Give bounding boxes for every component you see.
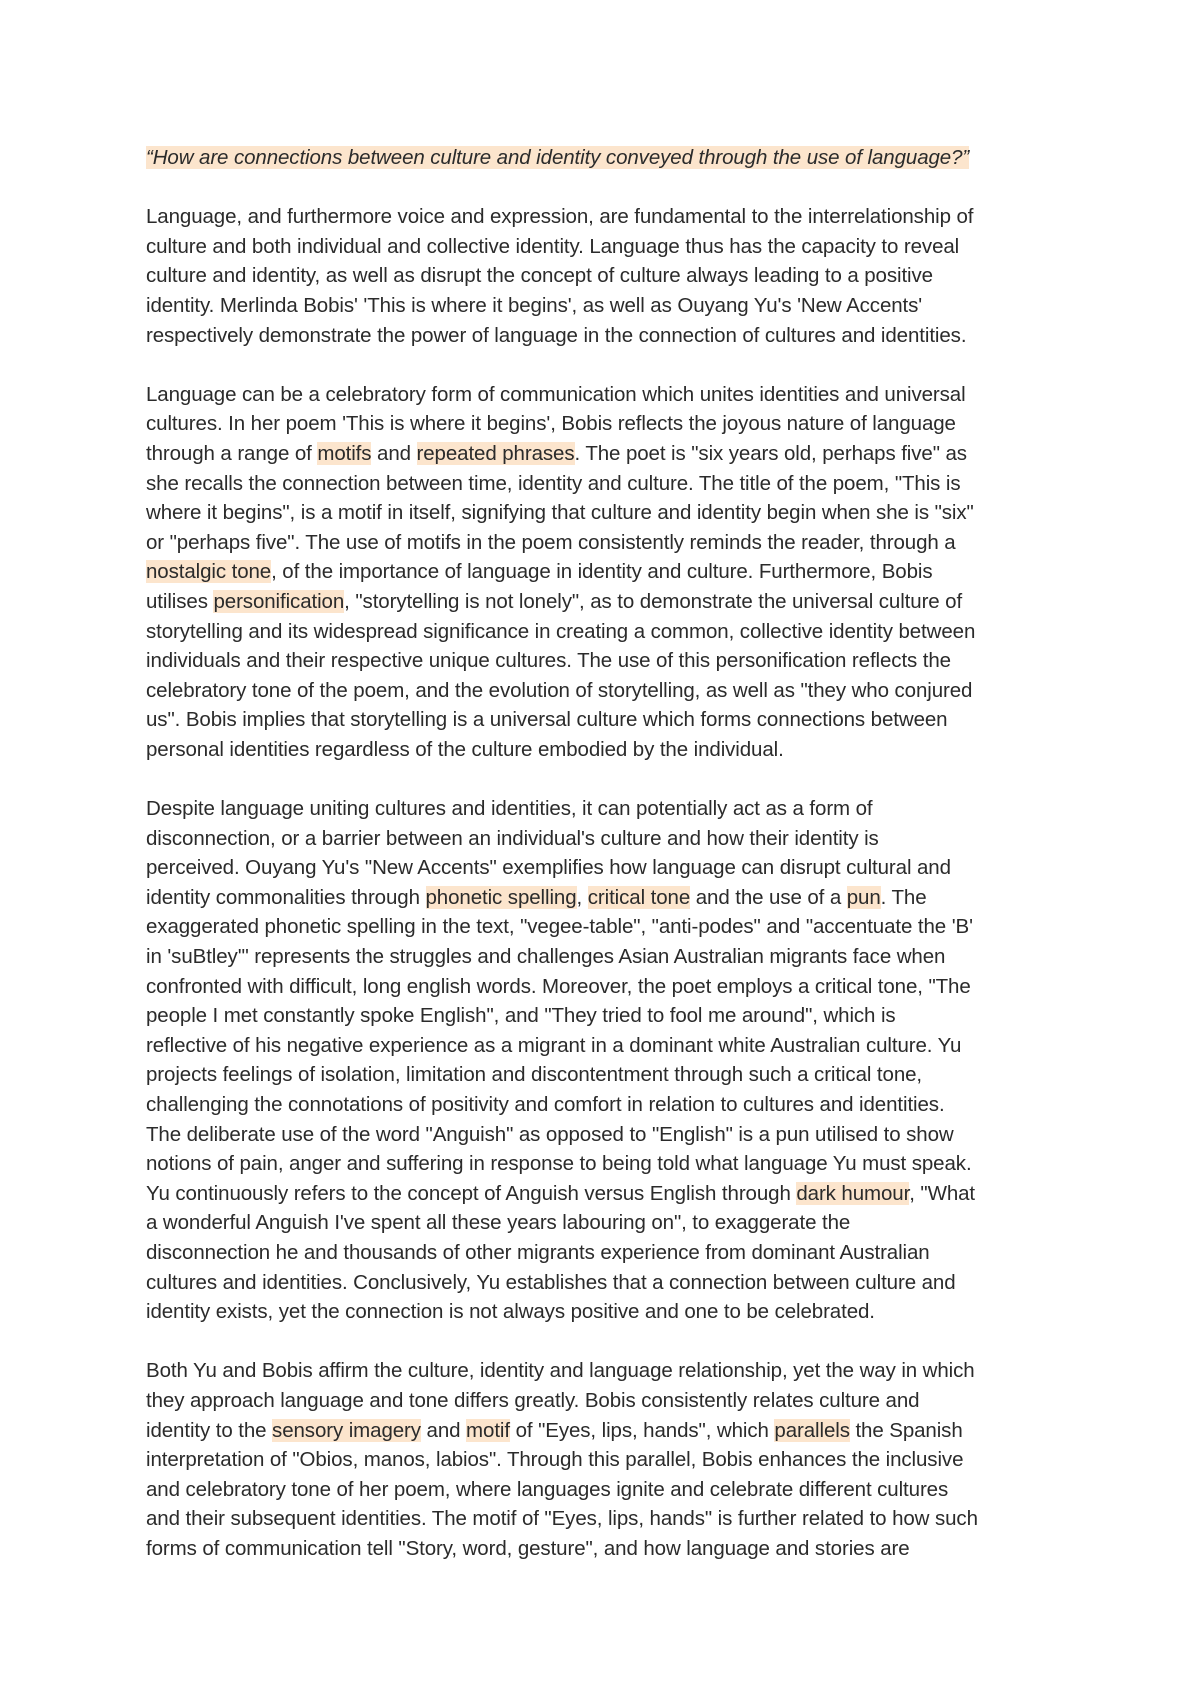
- text-line: people I met constantly spoke English", and "They tried to fool me around", which is: [146, 1004, 896, 1028]
- text-line: confronted with difficult, long english words. Moreover, the poet employs a critical tone, "The: [146, 974, 971, 998]
- text-run: the Spanish: [849, 1418, 963, 1442]
- text-line: culture and identity, as well as disrupt the concept of culture always leading to a positive: [146, 264, 933, 288]
- highlight-parallels: parallels: [774, 1418, 850, 1442]
- text-line: individuals and their respective unique cultures. The use of this personification reflects the: [146, 649, 951, 673]
- text-line: Language, and furthermore voice and expression, are fundamental to the interrelationship of: [146, 205, 974, 229]
- text-line: [146, 1179, 1068, 1209]
- text-line: [146, 1416, 1068, 1446]
- text-line: [146, 883, 1068, 913]
- text-line: projects feelings of isolation, limitation and discontentment through such a critical tone,: [146, 1063, 923, 1087]
- text-line: a wonderful Anguish I've spent all these years labouring on", to exaggerate the: [146, 1211, 851, 1235]
- text-line: culture and both individual and collective identity. Language thus has the capacity to reveal: [146, 234, 960, 258]
- text-line: storytelling and its widespread significance in creating a common, collective identity between: [146, 619, 976, 643]
- text-line: or "perhaps five". The use of motifs in the poem consistently reminds the reader, through a: [146, 530, 956, 554]
- text-line: notions of pain, anger and suffering in response to being told what language Yu must speak.: [146, 1152, 972, 1176]
- text-run: , "storytelling is not lonely", as to demonstrate the universal culture of: [344, 589, 963, 613]
- text-run: through a range of: [146, 441, 318, 465]
- highlight-critical-tone: critical tone: [587, 885, 691, 909]
- text-line: challenging the connotations of positivity and comfort in relation to cultures and identities.: [146, 1093, 945, 1116]
- highlight-dark-humour: dark humour: [796, 1181, 910, 1205]
- text-line: in 'suBtley'" represents the struggles and challenges Asian Australian migrants face when: [146, 945, 946, 969]
- text-line: respectively demonstrate the power of language in the connection of cultures and identities.: [146, 323, 967, 347]
- text-run: Yu continuously refers to the concept of Anguish versus English through: [146, 1181, 797, 1205]
- text-line: [146, 557, 1068, 587]
- text-line: Despite language uniting cultures and identities, it can potentially act as a form of: [146, 797, 873, 821]
- text-run: , "What: [909, 1181, 976, 1205]
- text-line: exaggerated phonetic spelling in the text, "vegee-table", "anti-podes" and "accentuate the 'B': [146, 915, 973, 939]
- paragraph-introduction: [146, 202, 1068, 350]
- highlight-sensory-imagery: sensory imagery: [272, 1418, 421, 1442]
- text-line: The deliberate use of the word "Anguish" as opposed to "English" is a pun utilised to show: [146, 1122, 954, 1146]
- text-line: they approach language and tone differs greatly. Bobis consistently relates culture and: [146, 1388, 920, 1412]
- document-page: [146, 143, 1068, 1593]
- text-line: where it begins", is a motif in itself, signifying that culture and identity begin when she is "six": [146, 501, 974, 525]
- text-line: cultures and identities. Conclusively, Yu establishes that a connection between culture and: [146, 1270, 956, 1294]
- text-run: and: [371, 441, 417, 465]
- text-line: identity exists, yet the connection is not always positive and one to be celebrated.: [146, 1300, 875, 1324]
- text-line: and celebratory tone of her poem, where languages ignite and celebrate different cultures: [146, 1477, 949, 1501]
- text-line: interpretation of "Obios, manos, labios". Through this parallel, Bobis enhances the inclusive: [146, 1448, 964, 1472]
- highlight-motif: motif: [466, 1418, 510, 1442]
- text-line: personal identities regardless of the culture embodied by the individual.: [146, 737, 784, 761]
- text-run: . The: [880, 885, 927, 909]
- text-line: cultures. In her poem 'This is where it begins', Bobis reflects the joyous nature of language: [146, 412, 956, 436]
- text-line: disconnection he and thousands of other migrants experience from dominant Australian: [146, 1240, 930, 1264]
- text-run: of "Eyes, lips, hands", which: [509, 1418, 775, 1442]
- text-run: identity to the: [146, 1418, 273, 1442]
- text-line: [146, 439, 1068, 469]
- text-run: and the use of a: [690, 885, 847, 909]
- text-line: disconnection, or a barrier between an individual's culture and how their identity is: [146, 826, 879, 850]
- text-run: , of the importance of language in identity and culture. Furthermore, Bobis: [271, 560, 933, 584]
- text-run: utilises: [146, 589, 214, 613]
- highlight-motifs: motifs: [317, 441, 372, 465]
- paragraph-comparison: [146, 1356, 1068, 1563]
- highlight-pun: pun: [846, 885, 881, 909]
- highlight-personification: personification: [213, 589, 345, 613]
- text-line: us". Bobis implies that storytelling is a universal culture which forms connections between: [146, 708, 948, 732]
- paragraph-bobis: [146, 380, 1068, 765]
- text-line: celebratory tone of the poem, and the evolution of storytelling, as well as "they who conjured: [146, 678, 973, 702]
- text-line: and their subsequent identities. The motif of "Eyes, lips, hands" is further related to how such: [146, 1507, 978, 1531]
- highlight-repeated-phrases: repeated phrases: [416, 441, 575, 465]
- text-line: she recalls the connection between time, identity and culture. The title of the poem, "This is: [146, 471, 961, 495]
- text-run: ,: [576, 885, 588, 909]
- text-line: forms of communication tell "Story, word, gesture", and how language and stories are: [146, 1536, 910, 1560]
- essay-question: [146, 143, 1068, 173]
- text-line: Language can be a celebratory form of communication which unites identities and universal: [146, 382, 966, 406]
- text-line: [146, 587, 1068, 617]
- text-line: identity. Merlinda Bobis' 'This is where it begins', as well as Ouyang Yu's 'New Accents': [146, 293, 923, 317]
- text-run: identity commonalities through: [146, 885, 426, 909]
- paragraph-yu: [146, 794, 1068, 1327]
- text-run: . The poet is "six years old, perhaps five" as: [574, 441, 967, 465]
- highlight-nostalgic-tone: nostalgic tone: [146, 560, 272, 584]
- text-line: Both Yu and Bobis affirm the culture, identity and language relationship, yet the way in which: [146, 1359, 975, 1383]
- text-line: reflective of his negative experience as a migrant in a dominant white Australian culture. Yu: [146, 1033, 962, 1057]
- highlight-phonetic-spelling: phonetic spelling: [425, 885, 577, 909]
- text-run: and: [420, 1418, 467, 1442]
- text-line: perceived. Ouyang Yu's "New Accents" exemplifies how language can disrupt cultural and: [146, 856, 951, 880]
- essay-question-text: “How are connections between culture and identity conveyed through the use of language?”: [146, 146, 970, 169]
